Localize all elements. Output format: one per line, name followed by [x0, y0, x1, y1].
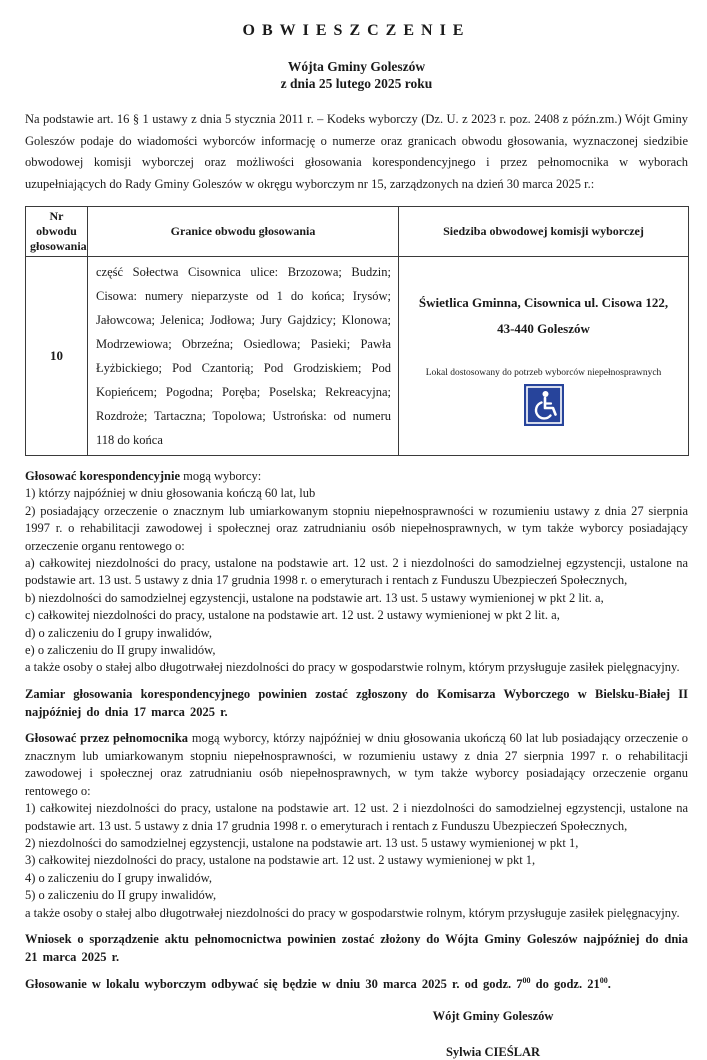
- venue-address-line1: Świetlica Gminna, Cisownica ul. Cisowa 122,: [418, 294, 669, 310]
- list-item: 1) całkowitej niezdolności do pracy, ustalone na podstawie art. 12 ust. 2 i niezdolności do samodzielnej egzystencji, ustalone na podstawie art. 13 ust. 5 ustawy z dnia 17 grudnia 1998 r. o emeryturach i rentach z Funduszu Ubezpieczeń Społecznych,: [25, 801, 688, 833]
- header-district-number: Nr obwodu głosowania: [26, 207, 88, 257]
- subtitle-block: [25, 58, 688, 92]
- page-title: OBWIESZCZENIE: [242, 22, 471, 39]
- accessibility-note: Lokal dostosowany do potrzeb wyborców niepełnosprawnych: [425, 367, 662, 378]
- date-line: z dnia 25 lutego 2025 roku: [280, 76, 433, 91]
- district-number-cell: 10: [26, 257, 88, 456]
- issuer-line: Wójta Gminy Goleszów: [287, 59, 426, 74]
- list-item: a) całkowitej niezdolności do pracy, ustalone na podstawie art. 12 ust. 2 i niezdolności do samodzielnej egzystencji, ustalone na podstawie art. 13 ust. 5 ustawy z dnia 17 grudnia 1998 r. o emeryturach i rentach z Funduszu Ubezpieczeń Społecznych,: [25, 556, 688, 588]
- proxy-section: [25, 730, 688, 966]
- venue-address-line2: 43-440 Goleszów: [497, 320, 590, 336]
- header-commission-seat: Siedziba obwodowej komisji wyborczej: [399, 207, 689, 257]
- list-item: a także osoby o stałej albo długotrwałej niezdolności do pracy w gospodarstwie rolnym, którym przysługuje zasiłek pielęgnacyjny.: [25, 905, 680, 920]
- list-item: 5) o zaliczeniu do II grupy inwalidów,: [25, 888, 217, 903]
- correspondence-section: [25, 468, 688, 721]
- wheelchair-icon: [524, 384, 564, 431]
- list-item: 2) posiadający orzeczenie o znacznym lub umiarkowanym stopniu niepełnosprawności w rozumieniu ustawy z dnia 27 sierpnia 1997 r. o rehabilitacji zawodowej i społecznej oraz zatrudnianiu osób niepełnosprawnych, w tym także wyborcy posiadający orzeczenie organu rentowego o:: [25, 503, 688, 553]
- district-table: [25, 206, 689, 456]
- boundaries-cell: część Sołectwa Cisownica ulice: Brzozowa; Budzin; Cisowa: numery nieparzyste od 1 do końca; Irysów; Jałowcowa; Jelenica; Jodłowa; Jury Gajdzicy; Klonowa; Modrzewiowa; Obrzeźna; Osiedlowa; Pasieki; Pawła Łyżbickiego; Pod Czantorią; Pod Grodziskiem; Pod Kopieńcem; Pogodna; Poręba; Poselska; Rekreacyjna; Rozdroże; Tartaczna; Topolowa; Ustrońska: od numeru 118 do końca: [88, 257, 399, 456]
- hours-superscript: 00: [599, 975, 608, 985]
- commission-seat-cell: [399, 257, 689, 456]
- list-item: e) o zaliczeniu do II grupy inwalidów,: [25, 643, 216, 658]
- signature-name: Sylwia CIEŚLAR: [445, 1045, 541, 1060]
- proxy-deadline: Wniosek o sporządzenie aktu pełnomocnictwa powinien zostać złożony do Wójta Gminy Goleszów najpóźniej do dnia 21 marca 2025 r.: [25, 931, 688, 964]
- list-item: 4) o zaliczeniu do I grupy inwalidów,: [25, 870, 212, 885]
- list-item: 2) niezdolności do samodzielnej egzystencji, ustalone na podstawie art. 13 ust. 5 ustawy wymienionej w pkt 1,: [25, 835, 579, 850]
- header-boundaries: Granice obwodu głosowania: [88, 207, 399, 257]
- signature-block: [278, 1009, 707, 1060]
- list-item: d) o zaliczeniu do I grupy inwalidów,: [25, 625, 212, 640]
- list-item: b) niezdolności do samodzielnej egzystencji, ustalone na podstawie art. 13 ust. 5 ustawy wymienionej w pkt 2 lit. a,: [25, 590, 604, 605]
- hours-superscript: 00: [522, 975, 531, 985]
- correspondence-deadline: Zamiar głosowania korespondencyjnego powinien zostać zgłoszony do Komisarza Wyborczego w Bielsku-Białej II najpóźniej do dnia 17 marca 2025 r.: [25, 686, 688, 719]
- correspondence-lead: Głosować korespondencyjnie mogą wyborcy:: [25, 469, 262, 483]
- list-item: a także osoby o stałej albo długotrwałej niezdolności do pracy w gospodarstwie rolnym, którym przysługuje zasiłek pielęgnacyjny.: [25, 660, 680, 675]
- list-item: c) całkowitej niezdolności do pracy, ustalone na podstawie art. 12 ust. 2 ustawy wymienionej w pkt 2 lit. a,: [25, 608, 560, 623]
- table-header-row: [26, 207, 689, 257]
- voting-hours: Głosowanie w lokalu wyborczym odbywać się będzie w dniu 30 marca 2025 r. od godz. $7^{00}$ do godz. $21^{00}$.: [25, 975, 611, 991]
- table-row: [26, 257, 689, 456]
- intro-paragraph: Na podstawie art. 16 § 1 ustawy z dnia 5 stycznia 2011 r. – Kodeks wyborczy (Dz. U. z 2023 r. poz. 2408 z późn.zm.) Wójt Gminy Goleszów podaje do wiadomości wyborców informację o numerze oraz granicach obwodu głosowania, wyznaczonej siedzibie obwodowej komisji wyborczej oraz możliwości głosowania korespondencyjnego i przez pełnomocnika w wyborach uzupełniających do Rady Gminy Goleszów w okręgu wyborczym nr 15, zarządzonych na dzień 30 marca 2025 r.:: [25, 112, 688, 191]
- proxy-lead: Głosować przez pełnomocnika mogą wyborcy, którzy najpóźniej w dniu głosowania ukończą 60 lat lub posiadający orzeczenie o znacznym lub umiarkowanym stopniu niepełnosprawności, w rozumieniu ustawy z dnia 27 sierpnia 1997 r. o rehabilitacji zawodowej i społecznej oraz zatrudnianiu osób niepełnosprawnych, w tym także wyborcy posiadający orzeczenie organu rentowego o:: [25, 731, 688, 798]
- list-item: 3) całkowitej niezdolności do pracy, ustalone na podstawie art. 12 ust. 2 ustawy wymienionej w pkt 1,: [25, 853, 536, 868]
- signature-title: Wójt Gminy Goleszów: [432, 1009, 554, 1024]
- list-item: 1) którzy najpóźniej w dniu głosowania kończą 60 lat, lub: [25, 486, 316, 501]
